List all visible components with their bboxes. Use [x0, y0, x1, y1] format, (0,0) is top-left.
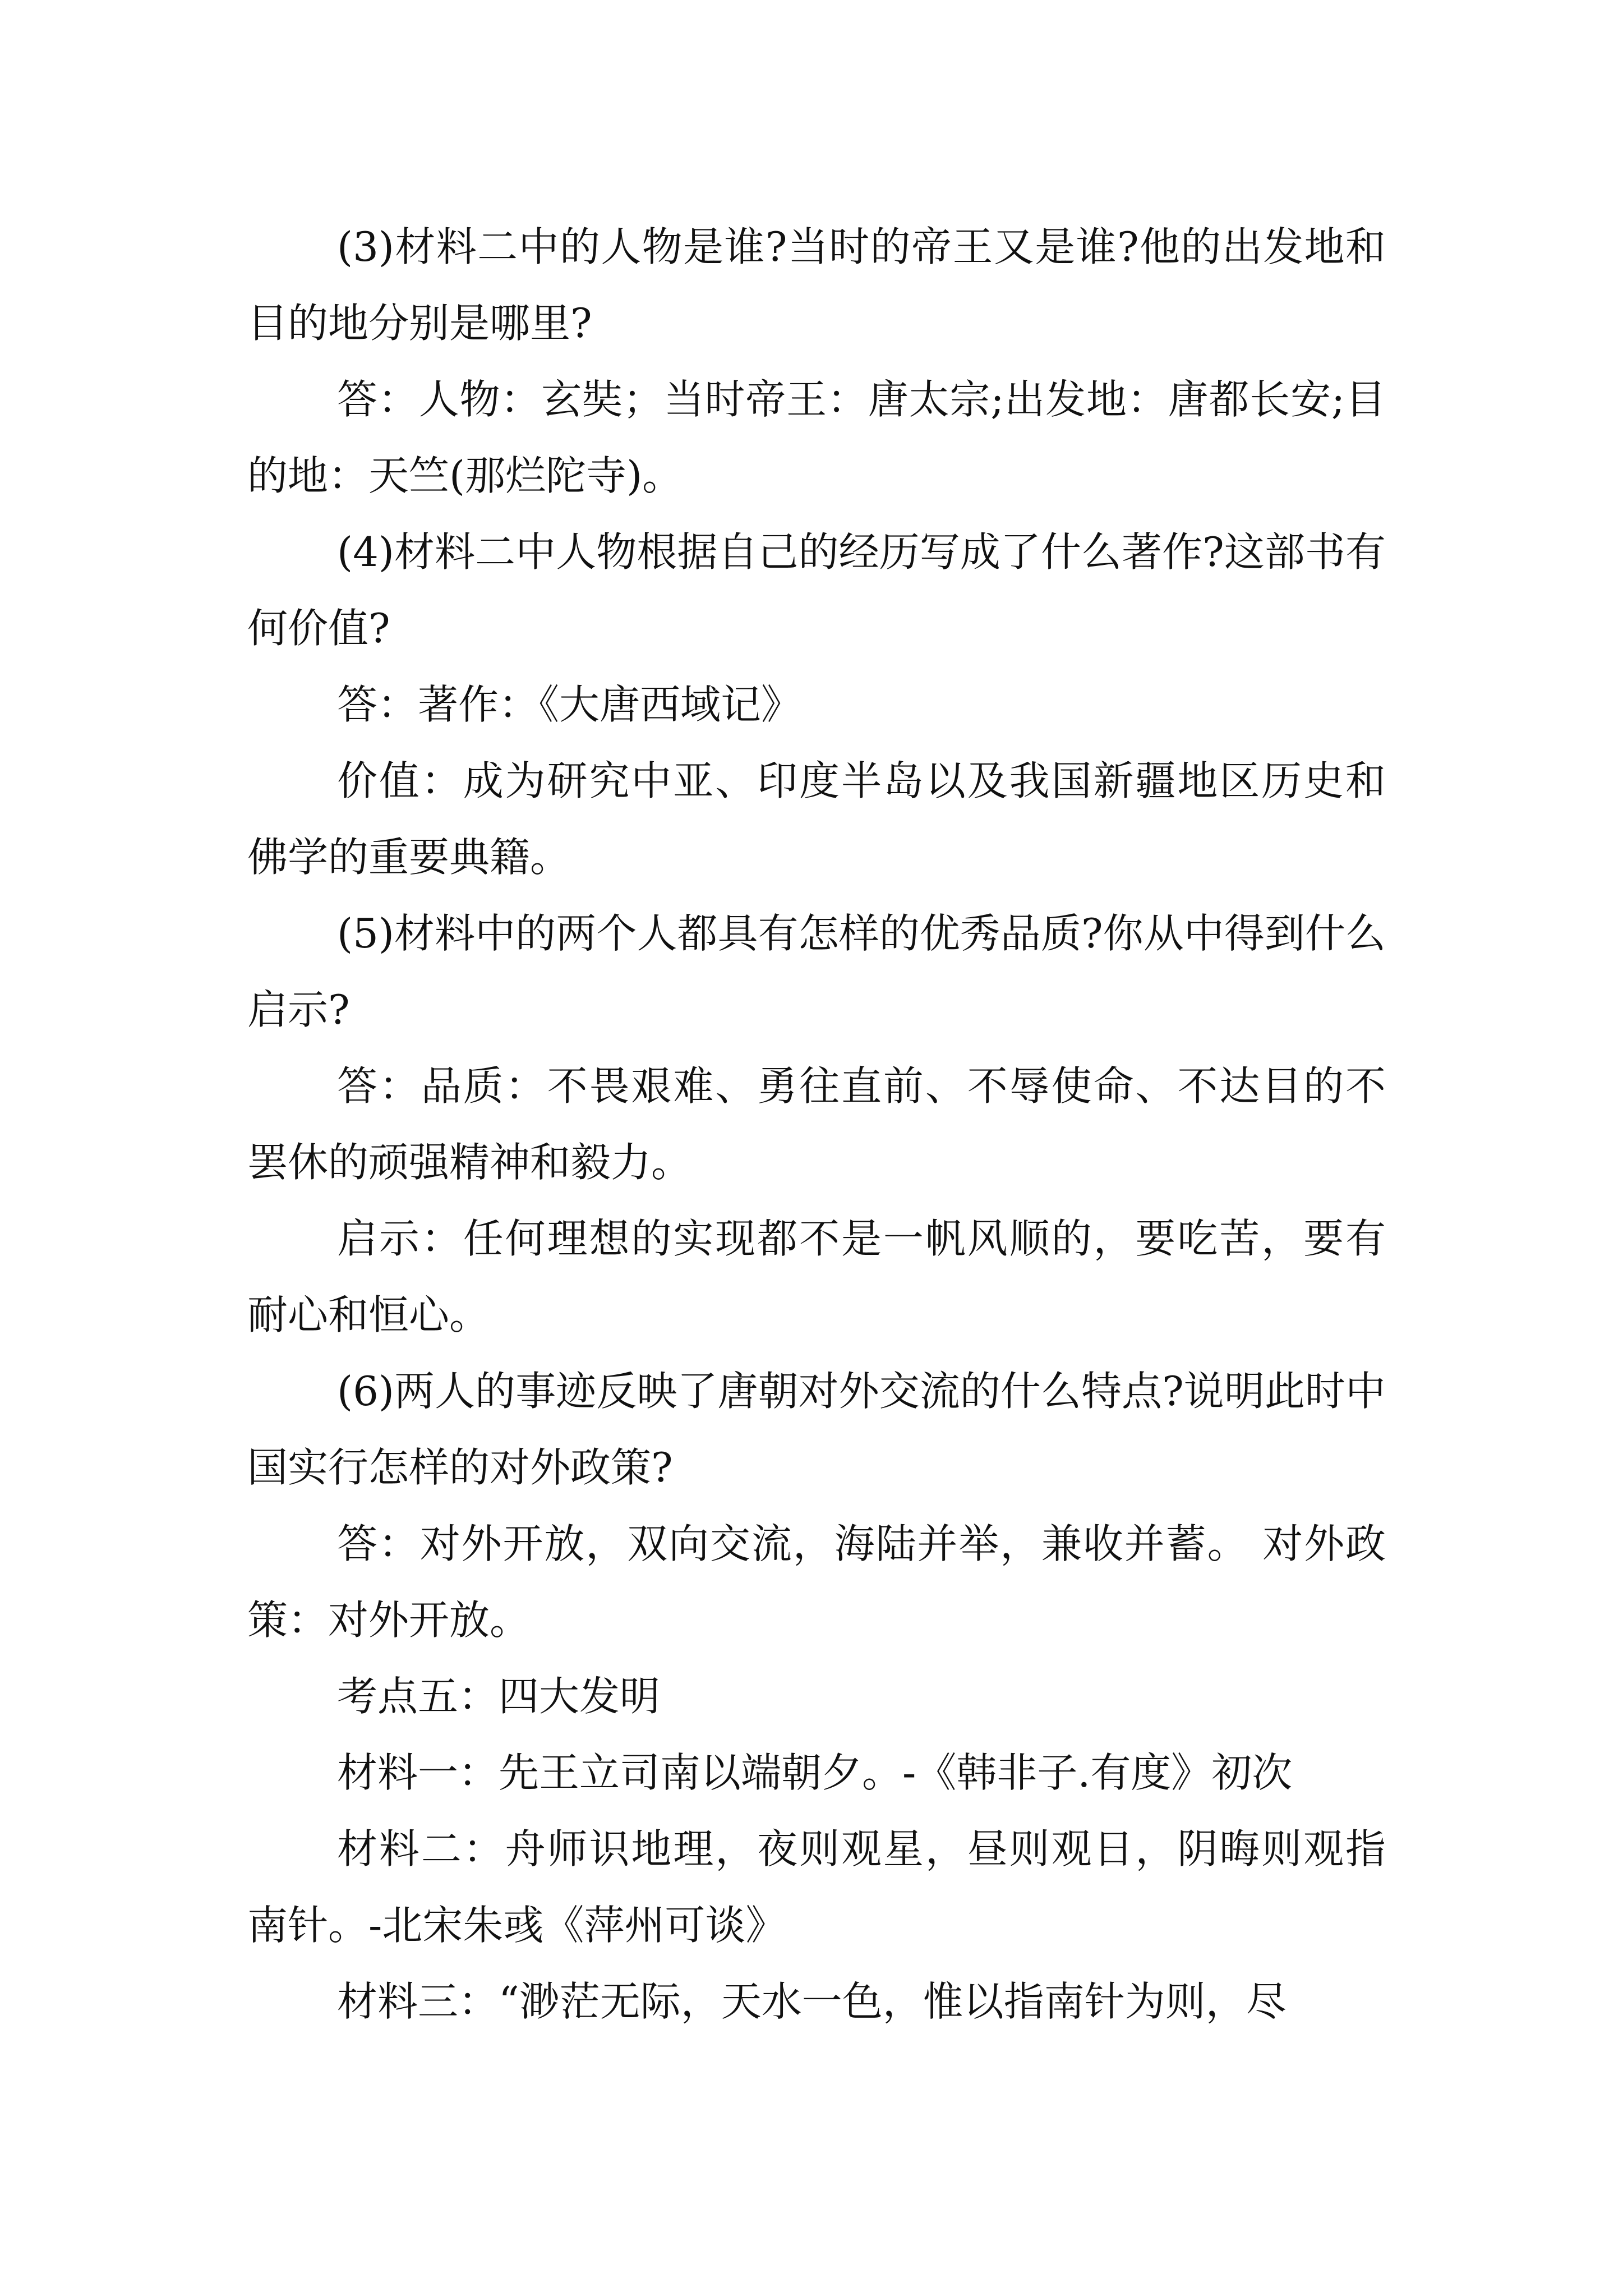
- question-3: (3)材料二中的人物是谁?当时的帝王又是谁?他的出发地和目的地分别是哪里?: [247, 223, 1386, 347]
- material-3: 材料三：“渺茫无际，天水一色，惟以指南针为则，尽: [337, 1978, 1287, 2025]
- answer-4-value: 价值：成为研究中亚、印度半岛以及我国新疆地区历史和佛学的重要典籍。: [247, 757, 1386, 881]
- document-body: [247, 209, 1386, 2040]
- answer-5-quality: 答：品质：不畏艰难、勇往直前、不辱使命、不达目的不罢休的顽强精神和毅力。: [247, 1062, 1386, 1186]
- question-4: (4)材料二中人物根据自己的经历写成了什么著作?这部书有何价值?: [247, 528, 1386, 652]
- answer-6: 答：对外开放，双向交流，海陆并举，兼收并蓄。 对外政策：对外开放。: [247, 1520, 1386, 1644]
- material-1: 材料一：先王立司南以端朝夕。-《韩非子.有度》初次: [337, 1749, 1293, 1796]
- answer-4-work: 答：著作：《大唐西域记》: [337, 681, 802, 728]
- answer-3: 答：人物：玄奘；当时帝王：唐太宗;出发地：唐都长安;目的地：天竺(那烂陀寺)。: [247, 376, 1386, 499]
- material-2: 材料二：舟师识地理，夜则观星，昼则观日，阴晦则观指南针。-北宋朱彧《萍州可谈》: [247, 1825, 1386, 1949]
- question-5: (5)材料中的两个人都具有怎样的优秀品质?你从中得到什么启示?: [247, 910, 1386, 1033]
- answer-5-insight: 启示：任何理想的实现都不是一帆风顺的，要吃苦，要有耐心和恒心。: [247, 1215, 1386, 1338]
- section-heading: 考点五：四大发明: [337, 1673, 661, 1720]
- question-6: (6)两人的事迹反映了唐朝对外交流的什么特点?说明此时中国实行怎样的对外政策?: [247, 1368, 1386, 1491]
